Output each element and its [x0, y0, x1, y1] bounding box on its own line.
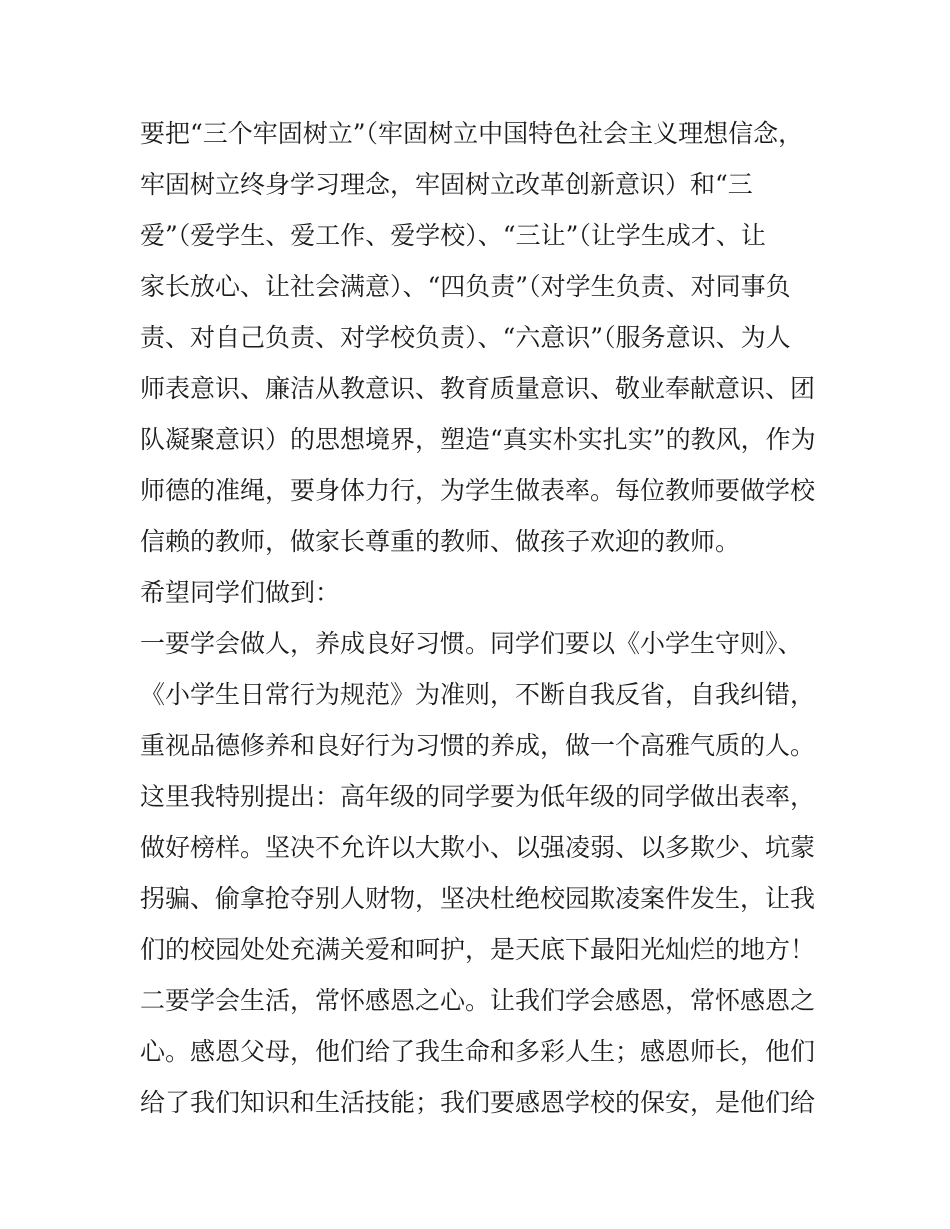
text-line: 牢固树立终身学习理念，牢固树立改革创新意识）和“三: [140, 170, 753, 199]
text-line: 重视品德修养和良好行为习惯的养成，做一个高雅气质的人。: [140, 731, 816, 760]
text-line: 们的校园处处充满关爱和呵护，是天底下最阳光灿烂的地方！: [140, 935, 816, 964]
text-line: 给了我们知识和生活技能；我们要感恩学校的保安，是他们给: [140, 1088, 816, 1117]
text-line: 队凝聚意识）的思想境界，塑造“真实朴实扎实”的教风，作为: [140, 425, 816, 454]
text-line: 师表意识、廉洁从教意识、教育质量意识、敬业奉献意识、团: [140, 374, 816, 403]
text-line: 《小学生日常行为规范》为准则，不断自我反省，自我纠错，: [140, 680, 816, 709]
text-line: 二要学会生活，常怀感恩之心。让我们学会感恩，常怀感恩之: [140, 986, 816, 1015]
text-line: 师德的准绳，要身体力行，为学生做表率。每位教师要做学校: [140, 476, 816, 505]
body-text: [140, 108, 820, 1128]
text-line: 这里我特别提出：高年级的同学要为低年级的同学做出表率，: [140, 782, 816, 811]
text-line: 拐骗、偷拿抢夺别人财物，坚决杜绝校园欺凌案件发生，让我: [140, 884, 816, 913]
text-line: 要把“三个牢固树立”（牢固树立中国特色社会主义理想信念，: [140, 119, 804, 148]
text-line: 家长放心、让社会满意）、“四负责”（对学生负责、对同事负: [140, 272, 791, 301]
text-line: 一要学会做人，养成良好习惯。同学们要以《小学生守则》、: [140, 629, 803, 658]
text-line: 心。感恩父母，他们给了我生命和多彩人生；感恩师长，他们: [140, 1037, 816, 1066]
text-line: 信赖的教师，做家长尊重的教师、做孩子欢迎的教师。: [140, 527, 741, 556]
text-line: 爱”（爱学生、爱工作、爱学校）、“三让”（让学生成才、让: [140, 221, 766, 250]
text-line: 做好榜样。坚决不允许以大欺小、以强凌弱、以多欺少、坑蒙: [140, 833, 816, 862]
text-line: 希望同学们做到：: [140, 578, 341, 607]
text-line: 责、对自己负责、对学校负责）、“六意识”（服务意识、为人: [140, 323, 791, 352]
